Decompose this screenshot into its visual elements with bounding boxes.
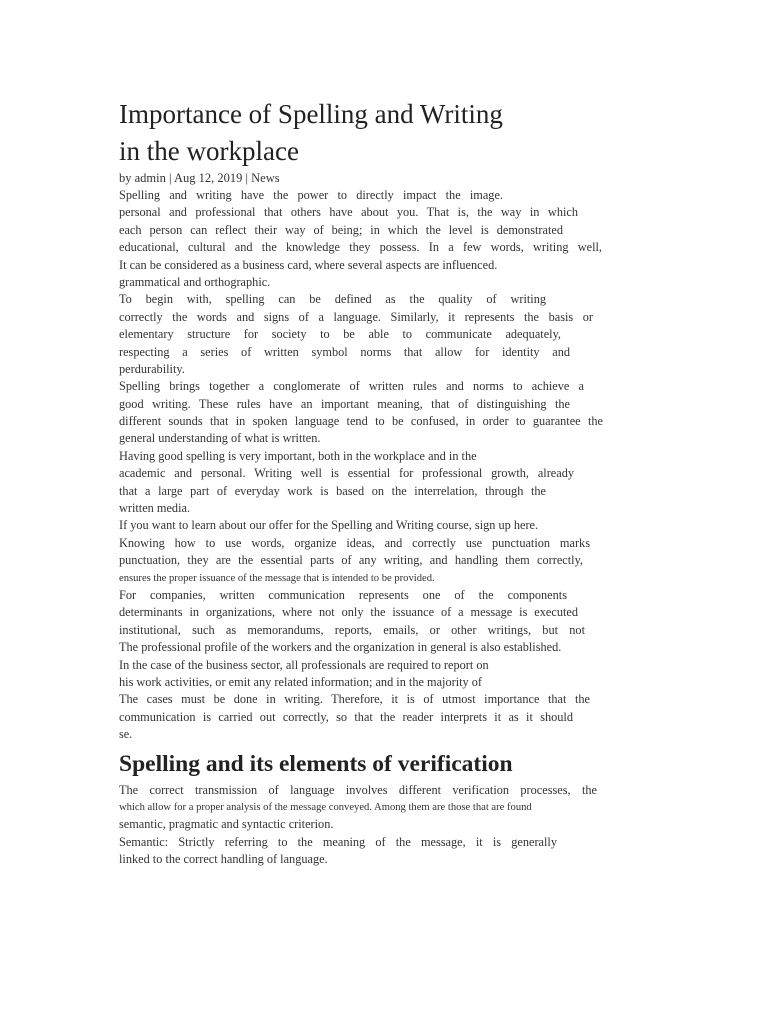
text-line: his work activities, or emit any related information; and in the majority of <box>119 674 483 689</box>
article-meta <box>119 170 619 187</box>
text-line: respecting a series of written symbol norms that allow for identity and <box>119 344 570 359</box>
text-line: grammatical and orthographic. <box>119 274 271 289</box>
text-line: For companies, written communication represents one of the components <box>119 587 567 602</box>
text-line: institutional, such as memorandums, reports, emails, or other writings, but not <box>119 622 585 637</box>
article-title-line-2: in the workplace <box>119 136 299 166</box>
text-line: Knowing how to use words, organize ideas, and correctly use punctuation marks <box>119 535 590 550</box>
text-line: which allow for a proper analysis of the message conveyed. Among them are those that are found <box>119 801 532 813</box>
text-line: ensures the proper issuance of the message that is intended to be provided. <box>119 572 435 584</box>
text-line: different sounds that in spoken language tend to be confused, in order to guarantee the <box>119 414 603 429</box>
article <box>119 96 619 868</box>
text-line: perdurability. <box>119 361 185 376</box>
text-line: To begin with, spelling can be defined as the quality of writing <box>119 292 546 307</box>
text-line: The cases must be done in writing. Therefore, it is of utmost importance that the <box>119 692 590 707</box>
text-line: academic and personal. Writing well is essential for professional growth, already <box>119 466 574 481</box>
text-line: personal and professional that others have about you. That is, the way in which <box>119 205 578 220</box>
text-line: each person can reflect their way of being; in which the level is demonstrated <box>119 222 563 237</box>
text-line: elementary structure for society to be able to communicate adequately, <box>119 327 561 342</box>
text-line: It can be considered as a business card, where several aspects are influenced. <box>119 257 498 272</box>
meta-separator: | <box>165 171 174 185</box>
text-line: punctuation, they are the essential parts of any writing, and handling them correctly, <box>119 553 583 568</box>
text-line: Spelling and writing have the power to directly impact the image. <box>119 188 503 202</box>
article-title <box>119 96 619 170</box>
text-line: communication is carried out correctly, so that the reader interprets it as it should <box>119 709 573 724</box>
text-line: correctly the words and signs of a language. Similarly, it represents the basis or <box>119 309 593 324</box>
section-body <box>119 782 619 869</box>
post-date: Aug 12, 2019 <box>173 171 243 185</box>
text-line: se. <box>119 727 133 742</box>
text-line: written media. <box>119 501 191 516</box>
text-line: educational, cultural and the knowledge they possess. In a few words, writing well, <box>119 240 602 255</box>
category-link[interactable]: News <box>251 171 280 185</box>
section-heading: Spelling and its elements of verification <box>119 750 513 777</box>
text-line: that a large part of everyday work is based on the interrelation, through the <box>119 483 546 498</box>
text-line: In the case of the business sector, all professionals are required to report on <box>119 657 489 672</box>
meta-separator: | <box>242 171 252 185</box>
text-line: general understanding of what is written. <box>119 431 321 446</box>
text-line: good writing. These rules have an important meaning, that of distinguishing the <box>119 396 570 411</box>
text-line: Having good spelling is very important, both in the workplace and in the <box>119 448 477 463</box>
text-line: The correct transmission of language involves different verification processes, the <box>119 782 597 797</box>
text-line: semantic, pragmatic and syntactic criterion. <box>119 817 334 832</box>
article-body <box>119 187 619 744</box>
text-line: If you want to learn about our offer for the Spelling and Writing course, sign up here. <box>119 518 539 533</box>
text-line: determinants in organizations, where not only the issuance of a message is executed <box>119 605 578 620</box>
article-title-line-1: Importance of Spelling and Writing <box>119 99 503 129</box>
text-line: Semantic: Strictly referring to the meaning of the message, it is generally <box>119 834 557 849</box>
text-line: Spelling brings together a conglomerate of written rules and norms to achieve a <box>119 379 584 394</box>
text-line: linked to the correct handling of language. <box>119 852 328 867</box>
author-link[interactable]: by admin <box>119 171 166 185</box>
text-line: The professional profile of the workers and the organization in general is also established. <box>119 640 562 655</box>
